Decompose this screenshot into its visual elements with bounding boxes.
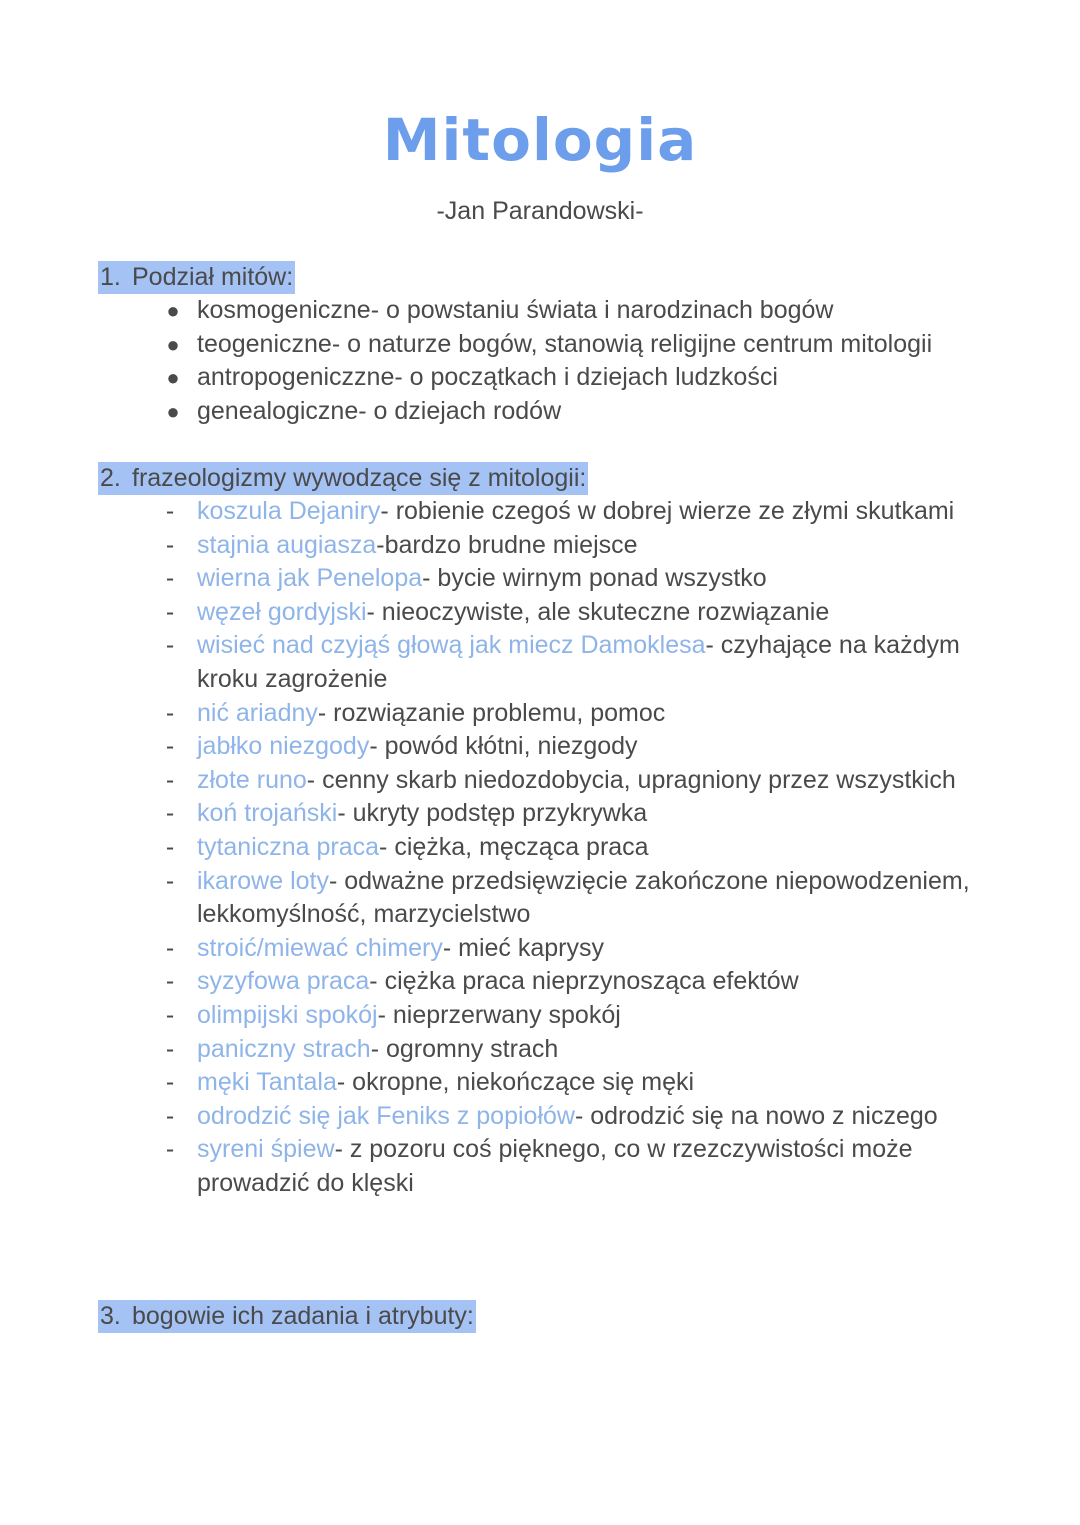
idiom-term: węzeł gordyjski [197, 597, 367, 626]
list-item-text: genealogiczne- o dziejach rodów [197, 396, 562, 425]
idiom-item [0, 529, 997, 563]
idiom-item [0, 831, 997, 865]
idiom-term: paniczny strach [197, 1034, 371, 1063]
idiom-definition: - czyhające na każdym kroku zagrożenie [197, 631, 960, 693]
list-item-text: teogeniczne- o naturze bogów, stanowią religijne centrum mitologii [197, 329, 933, 358]
idiom-term: tytaniczna praca [197, 832, 380, 861]
section-heading-text: bogowie ich zadania i atrybuty: [132, 1302, 474, 1330]
dash-icon: - [165, 631, 175, 660]
list-item [0, 395, 997, 429]
idiom-item [0, 1033, 997, 1067]
idiom-definition: - odrodzić się na nowo z niczego [574, 1101, 938, 1130]
bullet-icon: ● [166, 365, 180, 391]
dash-icon: - [165, 1101, 175, 1130]
myth-types-list [0, 294, 997, 428]
dash-icon: - [165, 799, 175, 828]
dash-icon: - [165, 698, 175, 727]
idiom-item [0, 629, 997, 696]
list-item [0, 294, 997, 328]
idiom-definition: - ogromny strach [370, 1034, 559, 1063]
dash-icon: - [165, 564, 175, 593]
author-line: -Jan Parandowski- [436, 197, 644, 225]
idiom-definition: - cenny skarb niedozdobycia, upragniony przez wszystkich [306, 765, 956, 794]
idiom-item [0, 1133, 997, 1200]
idiom-term: syzyfowa praca [197, 967, 370, 996]
dash-icon: - [165, 597, 175, 626]
idiom-definition: - odważne przedsięwzięcie zakończone niepowodzeniem, lekkomyślność, marzycielstwo [197, 866, 970, 929]
idiom-item [0, 1100, 997, 1134]
idiom-definition: - nieoczywiste, ale skuteczne rozwiązanie [366, 597, 830, 626]
idiom-item [0, 999, 997, 1033]
idiom-definition: -bardzo brudne miejsce [376, 530, 638, 559]
idiom-item [0, 697, 997, 731]
idiom-definition: - ciężka, męcząca praca [379, 832, 649, 861]
idiom-item [0, 965, 997, 999]
idiom-term: olimpijski spokój [197, 1000, 378, 1029]
dash-icon: - [165, 967, 175, 996]
list-item-text: kosmogeniczne- o powstaniu świata i narodzinach bogów [197, 296, 834, 324]
section-heading-frazeologizmy [98, 462, 588, 495]
idiom-item [0, 730, 997, 764]
bullet-icon: ● [166, 331, 180, 357]
idiom-term: odrodzić się jak Feniks z popiołów [197, 1101, 575, 1130]
idiom-item [0, 562, 997, 596]
idiom-term: ikarowe loty [197, 866, 329, 895]
idiom-definition: - rozwiązanie problemu, pomoc [317, 698, 666, 727]
idiom-definition: - nieprzerwany spokój [377, 1000, 621, 1029]
idiom-term: stajnia augiasza [197, 530, 377, 559]
dash-icon: - [165, 530, 175, 559]
idiom-term: jabłko niezgody [197, 732, 370, 761]
idiom-item [0, 1066, 997, 1100]
idiom-item [0, 797, 997, 831]
dash-icon: - [165, 1135, 175, 1164]
section-heading-bogowie [98, 1300, 476, 1333]
idioms-list [0, 495, 997, 1200]
idiom-item [0, 865, 997, 932]
idiom-term: stroić/miewać chimery [197, 933, 443, 962]
idiom-term: złote runo [197, 765, 307, 794]
section-number: 2. [100, 464, 121, 492]
dash-icon: - [165, 1000, 175, 1029]
section-number: 1. [100, 263, 121, 291]
idiom-term: syreni śpiew [197, 1135, 335, 1164]
dash-icon: - [165, 832, 175, 861]
dash-icon: - [165, 933, 175, 962]
idiom-term: koszula Dejaniry [197, 497, 381, 525]
idiom-item [0, 495, 997, 529]
idiom-definition: - robienie czegoś w dobrej wierze ze złymi skutkami [380, 497, 955, 525]
idiom-item [0, 764, 997, 798]
idiom-definition: - bycie wirnym ponad wszystko [422, 564, 767, 593]
dash-icon: - [165, 732, 175, 761]
idiom-term: męki Tantala [197, 1068, 337, 1097]
idiom-definition: - mieć kaprysy [442, 933, 605, 962]
list-item [0, 361, 997, 395]
idiom-term: wisieć nad czyjąś głową jak miecz Damoklesa [197, 631, 706, 660]
idiom-item [0, 596, 997, 630]
dash-icon: - [165, 866, 175, 895]
dash-icon: - [165, 765, 175, 794]
section-heading-text: Podział mitów: [132, 263, 294, 291]
idiom-definition: - powód kłótni, niezgody [369, 732, 638, 761]
idiom-item [0, 932, 997, 966]
page-title: Mitologia [382, 106, 698, 174]
idiom-term: nić ariadny [197, 698, 318, 727]
idiom-definition: - okropne, niekończące się męki [336, 1068, 695, 1097]
idiom-definition: - ciężka praca nieprzynosząca efektów [369, 967, 799, 996]
bullet-icon: ● [166, 298, 180, 323]
list-item [0, 328, 997, 362]
dash-icon: - [165, 497, 175, 525]
bullet-icon: ● [166, 398, 180, 424]
idiom-definition: - z pozoru coś pięknego, co w rzezczywistości może prowadzić do klęski [197, 1135, 913, 1197]
section-heading-text: frazeologizmy wywodzące się z mitologii: [132, 464, 587, 492]
section-heading-podzial-mitow [98, 261, 295, 294]
section-number: 3. [100, 1302, 121, 1330]
list-item-text: antropogeniczzne- o początkach i dziejach ludzkości [197, 363, 778, 392]
dash-icon: - [165, 1068, 175, 1097]
idiom-term: wierna jak Penelopa [197, 564, 423, 593]
idiom-definition: - ukryty podstęp przykrywka [337, 799, 648, 828]
idiom-term: koń trojański [197, 799, 338, 828]
dash-icon: - [165, 1034, 175, 1063]
